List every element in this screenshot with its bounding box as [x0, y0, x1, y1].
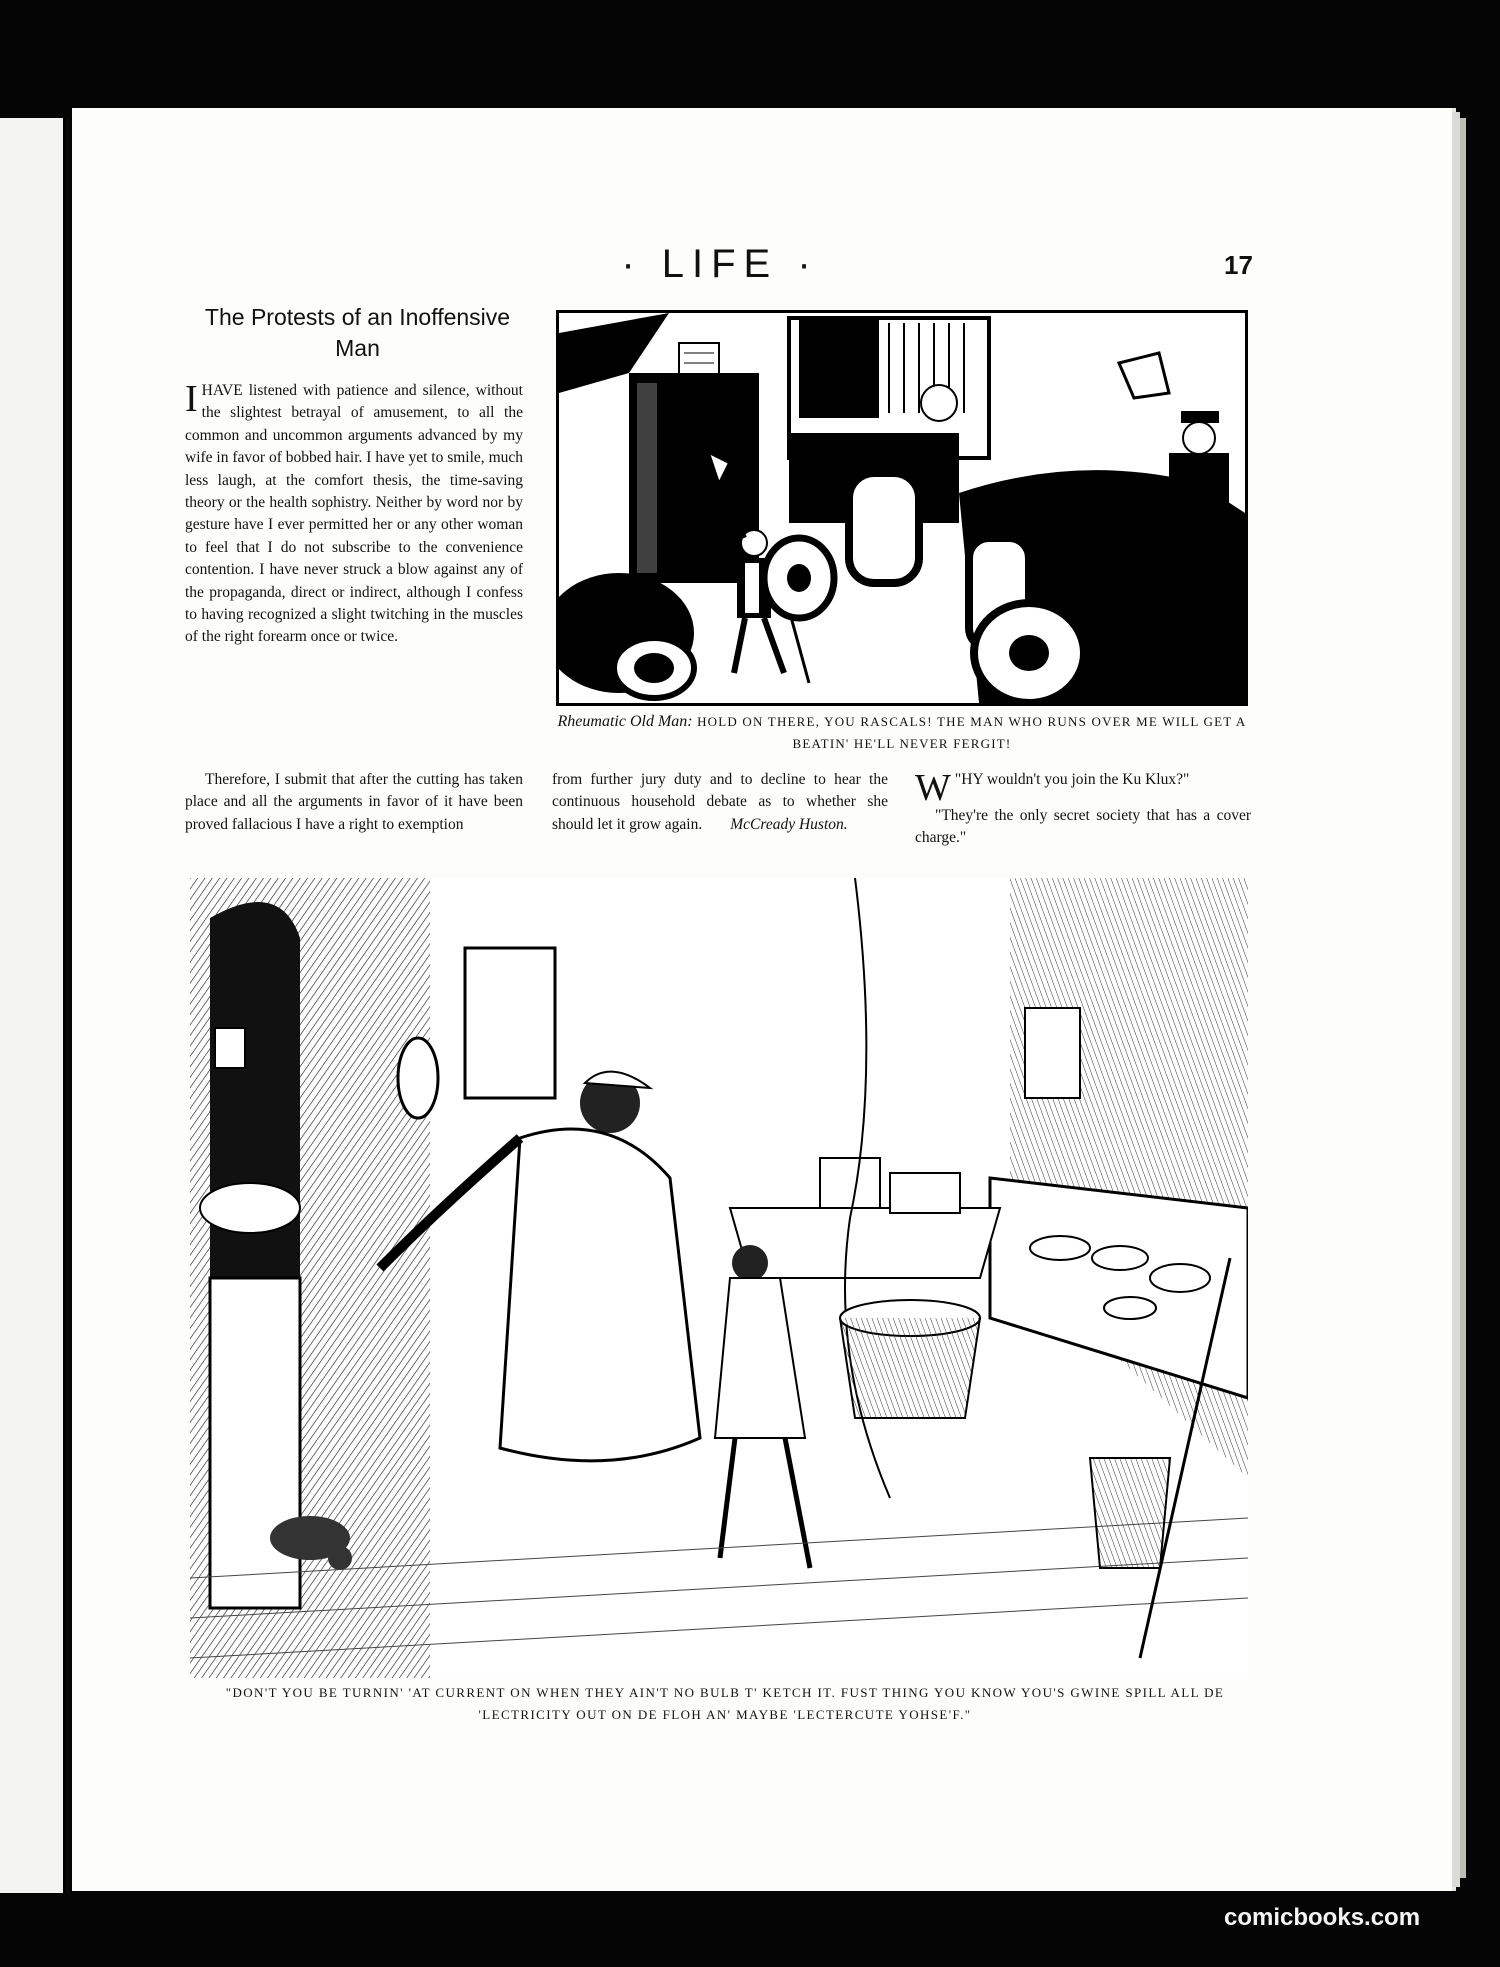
page-edge — [1452, 112, 1460, 1887]
caption-speaker: Rheumatic Old Man: — [557, 713, 693, 730]
left-page-edge — [0, 118, 69, 1893]
article-column-1b — [185, 769, 523, 836]
article-signature: McCready Huston. — [730, 815, 848, 833]
cartoon-2-caption: "DON'T YOU BE TURNIN' 'AT CURRENT ON WHEN THEY AIN'T NO BULB T' KETCH IT. FUST THING YOU KNOW YOU'S GWINE SPILL ALL DE 'LECTRICITY OUT ON DE FLOH AN' MAYBE 'LECTERCUTE YOHSE'F." — [225, 1685, 1225, 1722]
open-quote: " — [954, 771, 962, 788]
dropcap: I — [185, 378, 198, 420]
joke-column — [915, 769, 1251, 850]
joke-line-2: "They're the only secret society that has a cover charge." — [915, 807, 1251, 847]
masthead: · LIFE · — [621, 242, 819, 286]
cartoon-traffic-illustration — [556, 310, 1248, 706]
joke-line-1: HY wouldn't you join the Ku Klux?" — [961, 771, 1190, 788]
kitchen-scene-drawing — [190, 878, 1248, 1678]
caption-text: HOLD ON THERE, YOU RASCALS! THE MAN WHO RUNS OVER ME WILL GET A BEATIN' HE'LL NEVER FERGIT! — [697, 714, 1247, 751]
traffic-scene-drawing — [559, 313, 1245, 703]
cartoon-kitchen-illustration — [190, 878, 1248, 1678]
article-paragraph-2: Therefore, I submit that after the cutting has taken place and all the arguments in favor of it have been proved fallacious I have a right to exemption — [185, 771, 523, 833]
page-number: 17 — [1224, 250, 1253, 280]
cartoon-1-caption — [552, 711, 1252, 755]
watermark-logo: comicbooks.com — [1224, 1904, 1421, 1931]
article-title: The Protests of an Inoffensive Man — [204, 304, 511, 361]
page-edge — [1460, 118, 1466, 1878]
article-column-2 — [552, 769, 888, 836]
article-paragraph-2-cont: from further jury duty and to decline to hear the continuous household debate as to whether she should let it grow again. — [552, 771, 888, 833]
article-column-1 — [185, 380, 523, 649]
article-paragraph-1: HAVE listened with patience and silence, without the slightest betrayal of amusement, to all the common and uncommon arguments advanced by my wife in favor of bobbed hair. I have yet to smile, much less laugh, at the comfort thesis, the time-saving theory or the health sophistry. Neither by word nor by gesture have I ever permitted her or any other woman to feel that I do not subscribe to the convenience contention. I have never struck a blow against any of the propaganda, direct or indirect, although I confess to having recognized a slight twitching in the muscles of the right forearm once or twice. — [185, 382, 523, 646]
dropcap: W — [915, 767, 951, 809]
